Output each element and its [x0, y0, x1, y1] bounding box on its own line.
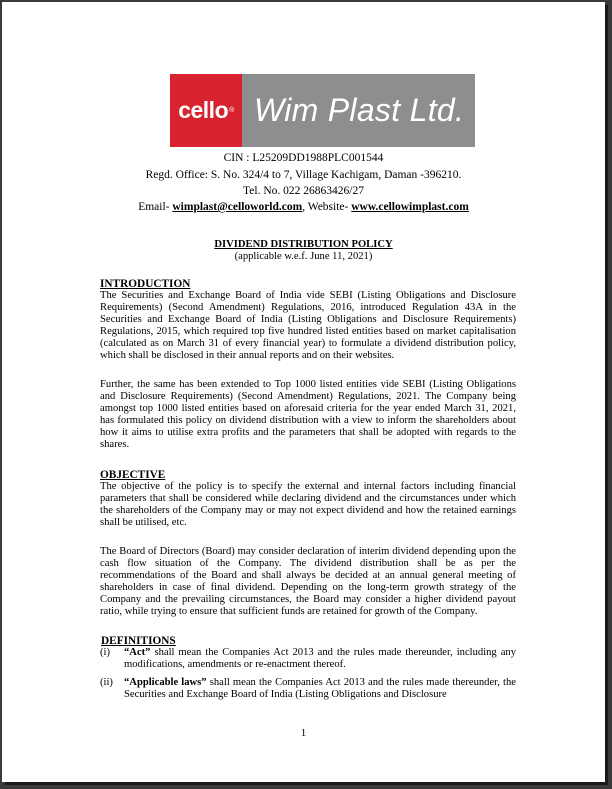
email-link[interactable]: wimplast@celloworld.com: [172, 201, 303, 213]
document-page: [2, 2, 605, 782]
policy-subtitle: (applicable w.e.f. June 11, 2021): [234, 251, 373, 262]
registered-mark: ®: [229, 107, 234, 114]
objective-paragraph-2: The Board of Directors (Board) may consider declaration of interim dividend depending upon the cash flow situation of the Company. The dividend distribution shall be as per the recommendations of the Board and shall always be decided at an annual general meeting of shareholders in case of final dividend. Depending on the long-term growth strategy of the Company and the prevailing circumstances, the Board may consider a higher dividend payout ratio, while trying to ensure that sufficient funds are retained for growth of the Company.: [100, 546, 516, 617]
introduction-section: [100, 278, 516, 361]
definition-item: [100, 647, 516, 671]
regd-office-line: Regd. Office: S. No. 324/4 to 7, Village Kachigam, Daman -396210.: [145, 169, 462, 181]
objective-paragraph-1: The objective of the policy is to specify the external and internal factors including financial parameters that shall be considered while declaring dividend and the circumstances under which the shareholders of the Company may or may not expect dividend and how the retained earnings shall be utilised, etc.: [100, 481, 516, 528]
definition-body: shall mean the Companies Act 2013 and the rules made thereunder, including any modifications, amendments or re-enactment thereof.: [124, 647, 516, 670]
cin-line: CIN : L25209DD1988PLC001544: [223, 152, 384, 164]
definition-term: “Applicable laws”: [124, 677, 207, 688]
definition-text: [124, 677, 516, 701]
company-logo: [170, 74, 475, 147]
objective-section-continued: [100, 546, 516, 617]
tel-line: Tel. No. 022 26863426/27: [243, 185, 364, 197]
introduction-paragraph-1: The Securities and Exchange Board of India vide SEBI (Listing Obligations and Disclosure Requirements) (Second Amendment) Regulations, 2016, introduced Regulation 43A in the Securities and Exchange Board of India (Listing Obligations and Disclosure Requirements) Regulations, 2015, which required top five hundred listed entities based on market capitalisation (calculated as on March 31 of every financial year) to formulate a dividend distribution policy, which shall be disclosed in their annual reports and on their websites.: [100, 290, 516, 361]
definition-item: [100, 677, 516, 701]
definition-number: (ii): [100, 677, 113, 688]
company-name-block: [242, 74, 475, 147]
objective-heading: OBJECTIVE: [100, 469, 166, 481]
policy-title: DIVIDEND DISTRIBUTION POLICY: [214, 239, 393, 250]
page-number: 1: [300, 727, 307, 739]
email-label: Email-: [138, 201, 173, 213]
definitions-heading: DEFINITIONS: [101, 635, 176, 647]
website-link[interactable]: www.cellowimplast.com: [351, 201, 469, 213]
definition-text: [124, 647, 516, 671]
cello-logo-block: [170, 74, 242, 147]
website-label: , Website-: [302, 201, 352, 213]
company-name: Wim Plast Ltd.: [254, 92, 465, 128]
objective-section: [100, 469, 516, 529]
introduction-paragraph-2: Further, the same has been extended to Top 1000 listed entities vide SEBI (Listing Obligations and Disclosure Requirements) (Second Amendment) Regulations, 2021. The Company being amongst top 1000 listed entities based on aforesaid criteria for the year ended March 31, 2021, has formulated this policy on dividend distribution with a view to inform the shareholders about how it aims to utilise extra profits and the parameters that shall be adopted with regards to the shares.: [100, 379, 516, 450]
definition-number: (i): [100, 647, 110, 658]
brand-name: cello: [178, 97, 229, 123]
policy-title-block: [2, 239, 605, 263]
introduction-heading: INTRODUCTION: [100, 278, 191, 290]
definitions-heading-wrap: [101, 635, 517, 647]
introduction-section-continued: [100, 379, 516, 450]
contact-line: [2, 200, 605, 214]
definition-term: “Act”: [124, 647, 151, 658]
definition-body: shall mean the Companies Act 2013 and the rules made thereunder, the Securities and Exchange Board of India (Listing Obligations and Disclosure: [124, 677, 516, 700]
